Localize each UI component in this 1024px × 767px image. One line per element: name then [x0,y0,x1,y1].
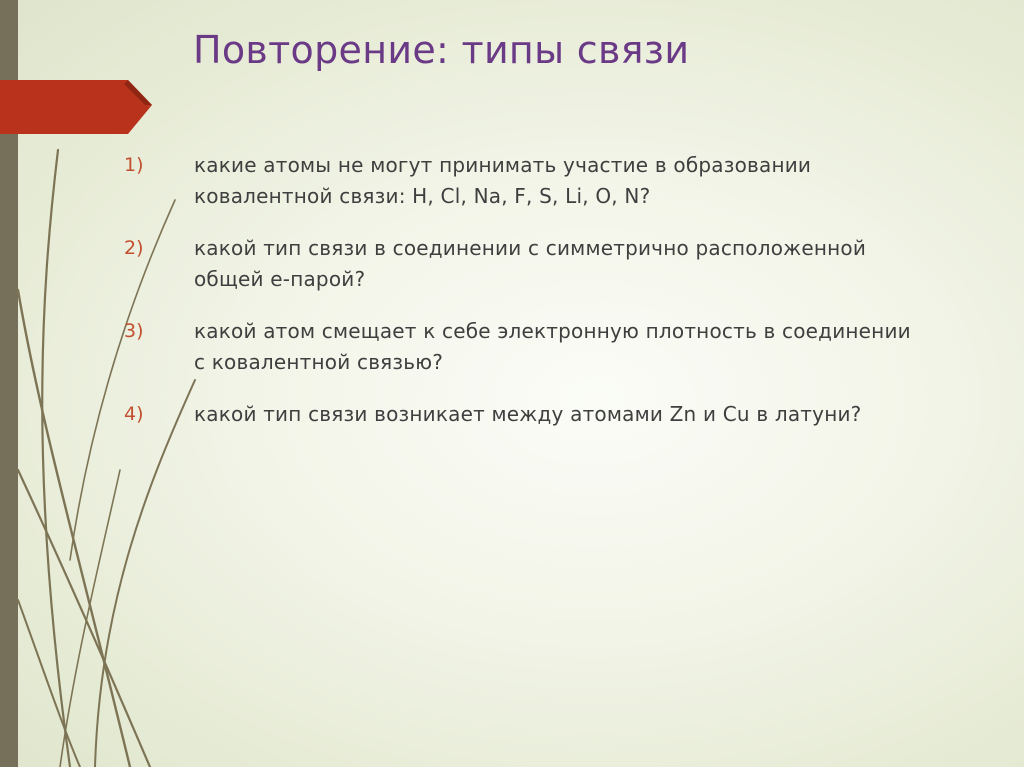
title-accent-flag [0,0,160,140]
question-text-3: какой атом смещает к себе электронную плотность в соединении с ковалентной связью? [194,319,911,374]
question-number-1: 1) [124,154,144,176]
grass-stem-1 [42,150,70,767]
question-list [124,150,924,451]
question-text-2: какой тип связи в соединении с симметрично расположенной общей е-парой? [194,236,867,291]
question-item-3 [124,316,924,378]
question-text-1: какие атомы не могут принимать участие в образовании ковалентной связи: H, Cl, Na, F, S, Li, O, N? [194,153,812,208]
question-item-2 [124,233,924,295]
question-text-4: какой тип связи возникает между атомами Zn и Cu в латуни? [194,402,862,426]
question-number-3: 3) [124,320,144,342]
grass-stem-7 [60,470,120,767]
question-item-4 [124,399,924,430]
question-item-1 [124,150,924,212]
question-number-4: 4) [124,403,144,425]
slide-title: Повторение: типы связи [193,28,690,72]
question-number-2: 2) [124,237,144,259]
grass-stem-2 [18,290,130,767]
grass-stem-4 [18,470,150,767]
grass-stem-6 [18,600,80,767]
